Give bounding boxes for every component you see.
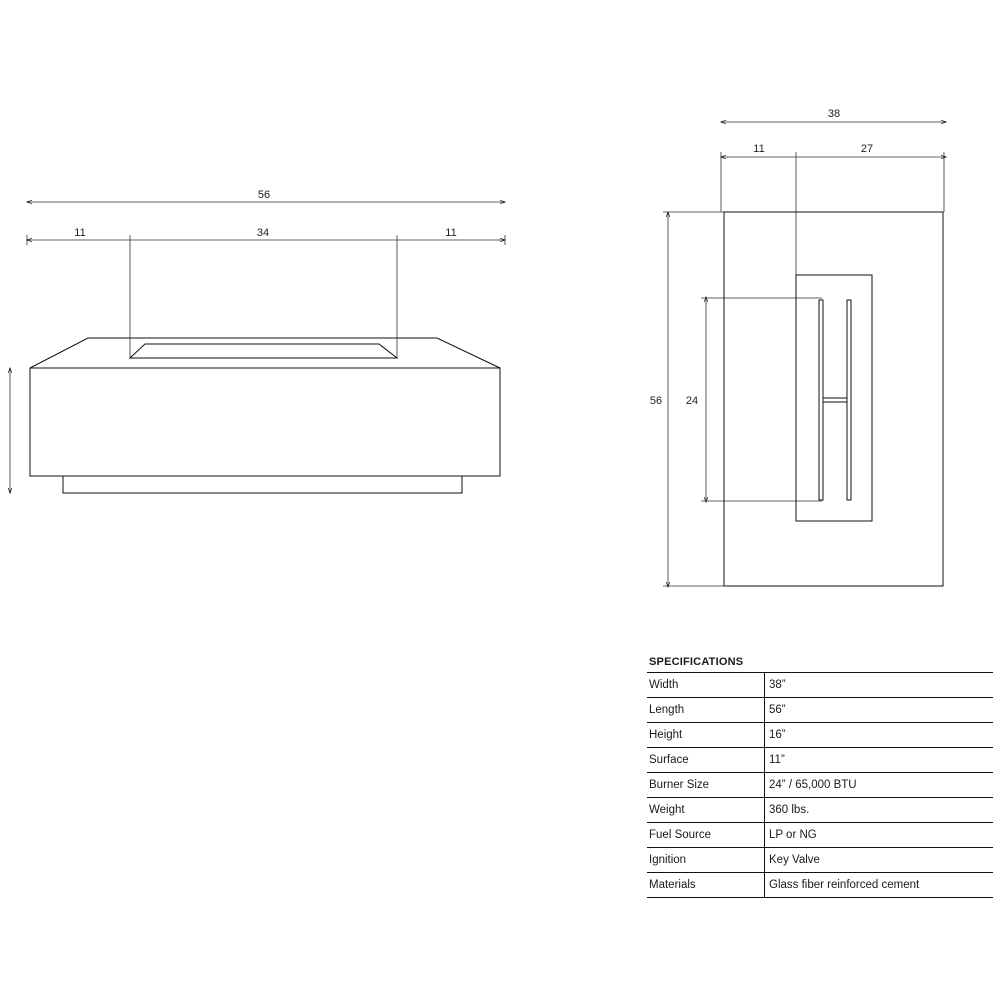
spec-value: 11”: [765, 748, 994, 773]
front-burner-pan: [130, 344, 397, 358]
spec-value: LP or NG: [765, 823, 994, 848]
spec-label: Fuel Source: [647, 823, 765, 848]
table-row: [647, 673, 993, 698]
h-burner: [819, 300, 851, 500]
spec-value: 24” / 65,000 BTU: [765, 773, 994, 798]
top-length-dimension-label: 56: [649, 395, 663, 407]
front-right-dimension-label: 11: [445, 227, 457, 239]
spec-value: 56”: [765, 698, 994, 723]
spec-label: Width: [647, 673, 765, 698]
top-burner-dimension-label: 24: [685, 395, 699, 407]
spec-value: 16”: [765, 723, 994, 748]
spec-label: Burner Size: [647, 773, 765, 798]
spec-value: Key Valve: [765, 848, 994, 873]
spec-label: Weight: [647, 798, 765, 823]
spec-label: Length: [647, 698, 765, 723]
table-row: [647, 798, 993, 823]
top-view: [650, 108, 946, 587]
table-row: [647, 873, 993, 898]
h-burner-right-bar: [847, 300, 851, 500]
front-left-dimension-label: 11: [74, 227, 86, 239]
top-table-outline: [724, 212, 943, 586]
specifications-table: [647, 672, 993, 898]
spec-label: Materials: [647, 873, 765, 898]
table-row: [647, 723, 993, 748]
spec-value: Glass fiber reinforced cement: [765, 873, 994, 898]
table-row: [647, 748, 993, 773]
front-middle-dimension-label: 34: [256, 227, 270, 239]
spec-label: Ignition: [647, 848, 765, 873]
front-overall-dimension-label: 56: [257, 189, 271, 201]
spec-value: 360 lbs.: [765, 798, 994, 823]
h-burner-left-bar: [819, 300, 823, 500]
top-left-dimension-label: 11: [753, 143, 765, 155]
top-width-dimension-label: 38: [827, 108, 841, 120]
spec-label: Height: [647, 723, 765, 748]
spec-value: 38”: [765, 673, 994, 698]
table-row: [647, 773, 993, 798]
front-body: [30, 368, 500, 476]
specifications-panel: [647, 656, 993, 898]
spec-label: Surface: [647, 748, 765, 773]
table-row: [647, 848, 993, 873]
h-burner-crossbar: [823, 398, 847, 402]
front-base-plinth: [63, 476, 462, 493]
front-top-surface: [30, 338, 500, 368]
table-row: [647, 698, 993, 723]
specifications-title: SPECIFICATIONS: [649, 656, 744, 668]
table-row: [647, 823, 993, 848]
top-right-dimension-label: 27: [860, 143, 874, 155]
front-view: [10, 189, 505, 493]
